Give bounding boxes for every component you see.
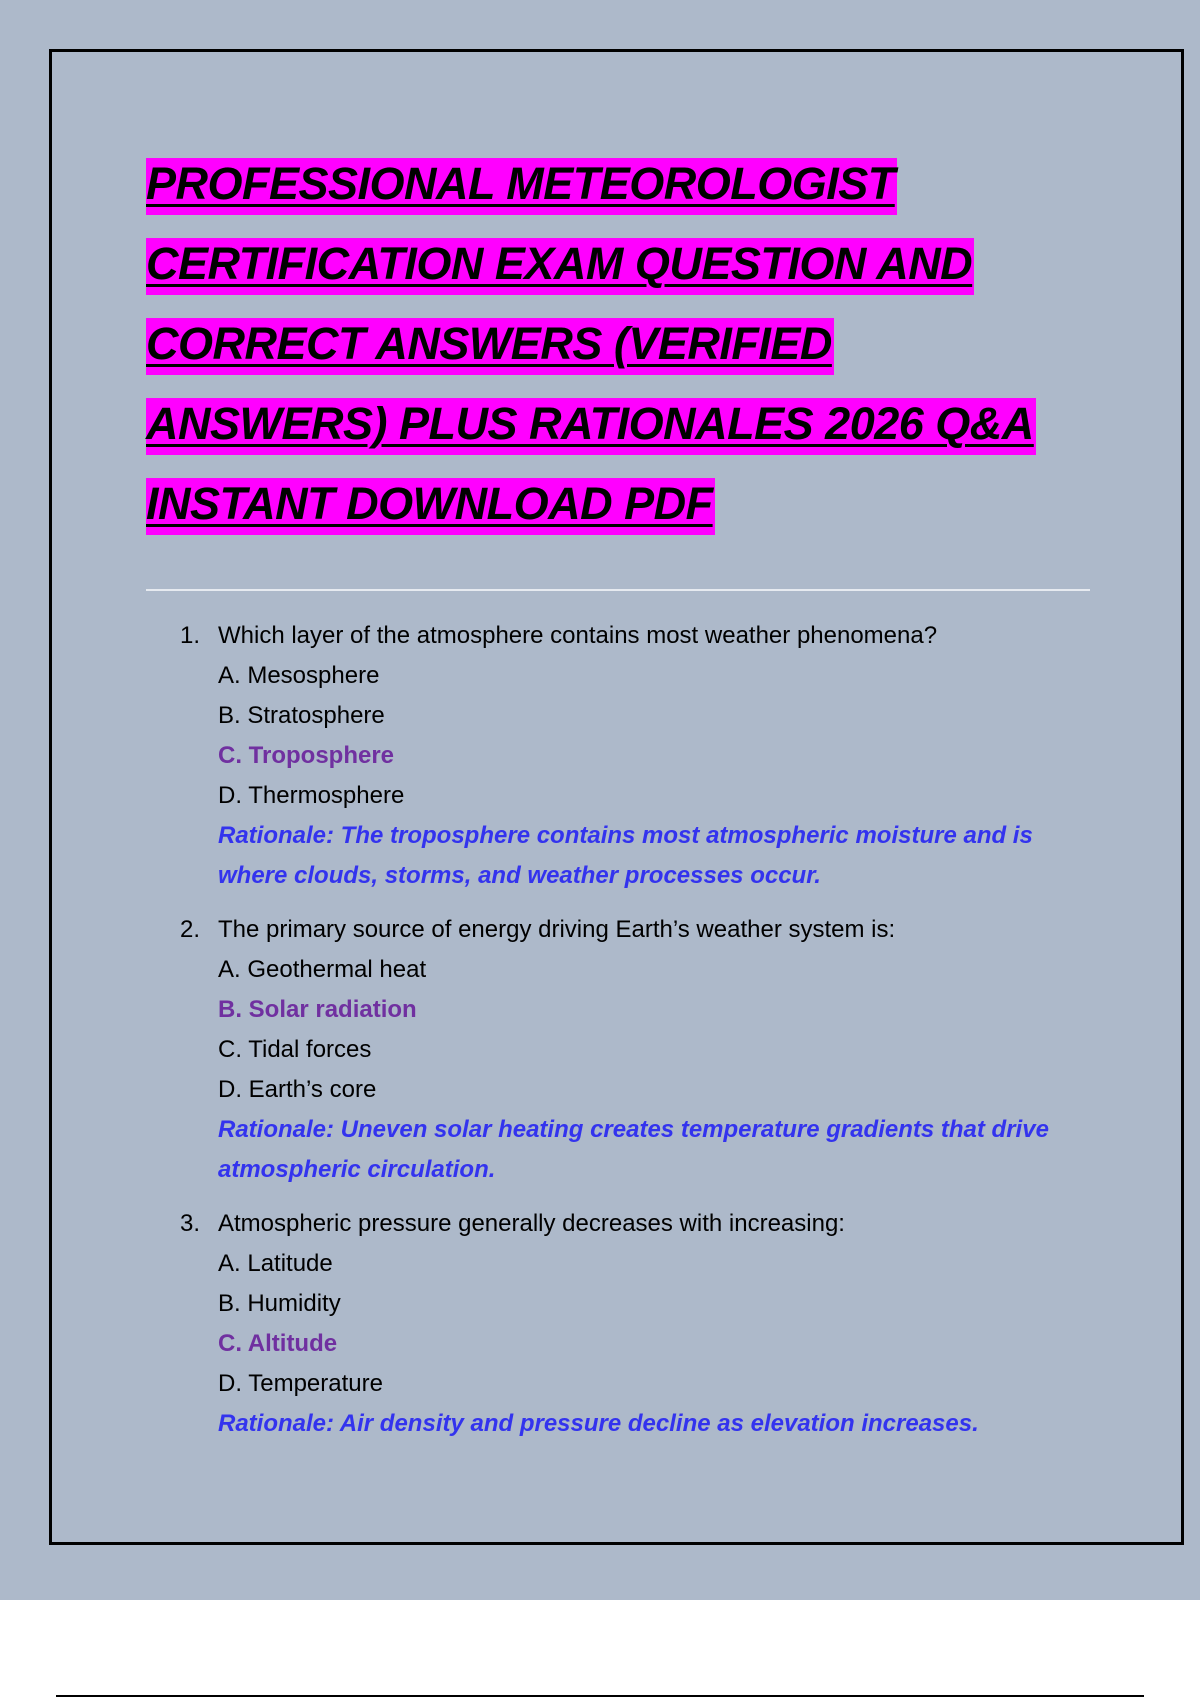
question-number: 1. — [180, 622, 201, 649]
footer-rule — [56, 1695, 1144, 1697]
answer-option: A. Latitude — [218, 1250, 333, 1277]
answer-option: C. Tidal forces — [218, 1036, 372, 1063]
question-item — [180, 910, 1100, 1190]
question-text: The primary source of energy driving Earth’s weather system is: — [218, 916, 896, 943]
answer-option: B. Humidity — [218, 1290, 341, 1317]
title-line: CERTIFICATION EXAM QUESTION AND — [146, 224, 1106, 304]
question-item — [180, 616, 1100, 896]
correct-answer-option: C. Troposphere — [218, 742, 395, 769]
document-title — [146, 144, 1106, 544]
question-list — [180, 616, 1100, 1458]
answer-option: D. Thermosphere — [218, 782, 405, 809]
divider — [146, 589, 1090, 591]
question-number: 2. — [180, 916, 201, 943]
question-text: Atmospheric pressure generally decreases with increasing: — [218, 1210, 845, 1237]
answer-option: A. Geothermal heat — [218, 956, 427, 983]
question-item — [180, 1204, 1100, 1444]
title-line: PROFESSIONAL METEOROLOGIST — [146, 144, 1106, 224]
title-line: ANSWERS) PLUS RATIONALES 2026 Q&A — [146, 384, 1106, 464]
title-line: CORRECT ANSWERS (VERIFIED — [146, 304, 1106, 384]
answer-option: D. Earth’s core — [218, 1076, 377, 1103]
answer-option: A. Mesosphere — [218, 662, 380, 689]
correct-answer-option: B. Solar radiation — [218, 996, 417, 1023]
answer-option: D. Temperature — [218, 1370, 383, 1397]
question-number: 3. — [180, 1210, 201, 1237]
rationale-text: Rationale: Air density and pressure decline as elevation increases. — [218, 1410, 979, 1437]
title-line: INSTANT DOWNLOAD PDF — [146, 464, 1106, 544]
answer-option: B. Stratosphere — [218, 702, 385, 729]
correct-answer-option: C. Altitude — [218, 1330, 338, 1357]
rationale-text: Rationale: Uneven solar heating creates temperature gradients that drive atmospheric circulation. — [218, 1116, 1049, 1183]
question-text: Which layer of the atmosphere contains most weather phenomena? — [218, 622, 938, 649]
rationale-text: Rationale: The troposphere contains most atmospheric moisture and is where clouds, storms, and weather processes occur. — [218, 822, 1033, 889]
